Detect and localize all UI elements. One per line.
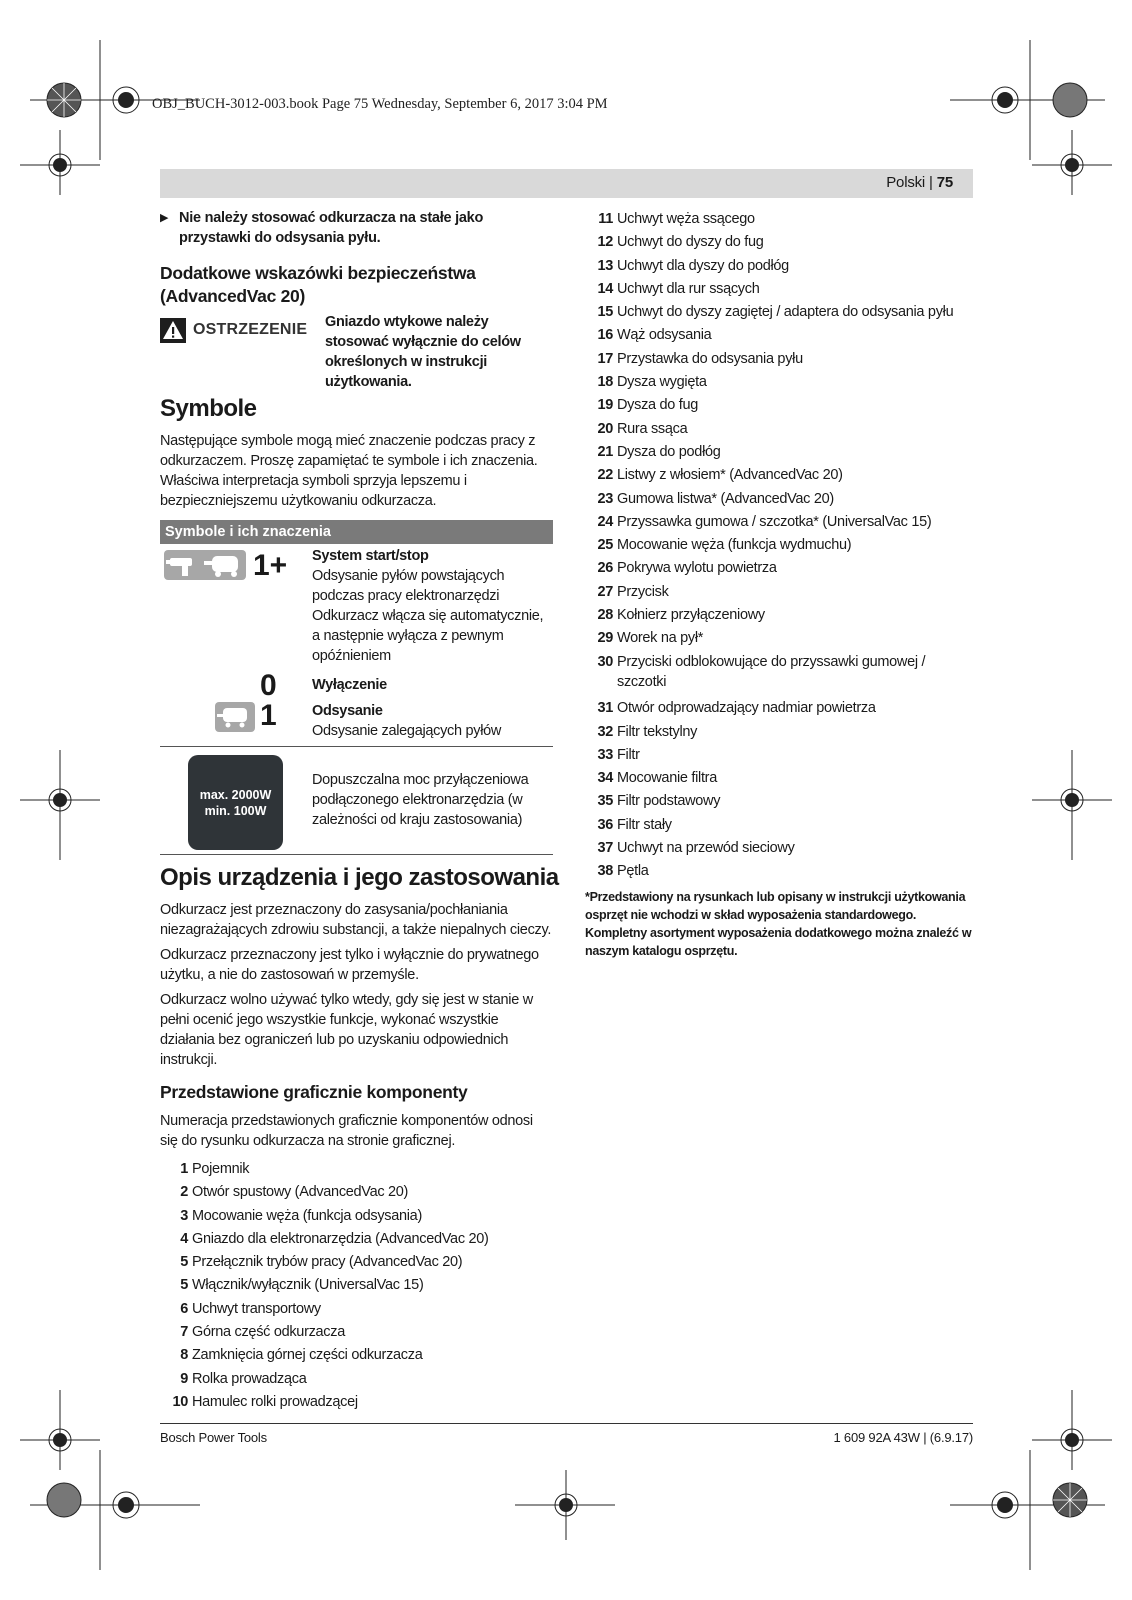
item-label: Uchwyt dla rur ssących xyxy=(617,280,760,297)
symbol-row-start-stop xyxy=(160,546,553,671)
components-heading: Przedstawione graficznie komponenty xyxy=(160,1082,468,1102)
symbols-intro: Następujące symbole mogą mieć znaczenie podczas pracy z odkurzaczem. Proszę zapamiętać te symbole i ich znaczenia. Właściwa interpretacja symboli sprzyja lepszemu i bezpieczniejszemu użytkowaniu odkurzacza. xyxy=(160,433,538,509)
description-p1: Odkurzacz jest przeznaczony do zasysania/pochłaniania niezagrażających zdrowiu substancji, a także niepalnych cieczy. xyxy=(160,902,552,938)
list-item xyxy=(585,628,980,651)
symbols-title: Symbole xyxy=(160,395,257,422)
table-bottom-rule xyxy=(160,854,553,855)
item-number: 26 xyxy=(597,560,613,577)
item-label: Otwór spustowy (AdvancedVac 20) xyxy=(192,1184,409,1201)
list-item xyxy=(160,1182,555,1205)
symbol-suction-desc xyxy=(312,701,552,741)
item-number: 13 xyxy=(597,257,613,274)
item-number: 19 xyxy=(597,397,613,414)
item-label: Górna część odkurzacza xyxy=(192,1324,345,1341)
item-label: Przyciski odblokowujące do przyssawki gumowej / xyxy=(617,653,926,670)
item-number: 8 xyxy=(180,1347,188,1364)
item-label: Pokrywa wylotu powietrza xyxy=(617,560,777,577)
components-list-left xyxy=(160,1159,555,1415)
list-item xyxy=(585,279,980,302)
power-max: max. 2000W xyxy=(199,787,272,802)
list-item xyxy=(585,652,980,699)
item-label: Uchwyt do dyszy do fug xyxy=(617,234,764,251)
footnote: *Przedstawiony na rysunkach lub opisany w instrukcji użytkowania osprzęt nie wchodzi w skład wyposażenia standardowego. Kompletny asortyment wyposażenia dodatkowego można znaleźć w naszym katalogu osprzętu. xyxy=(585,890,972,958)
item-number: 17 xyxy=(597,350,613,367)
item-number: 20 xyxy=(597,420,613,437)
item-number: 35 xyxy=(597,793,613,810)
item-label: Gniazdo dla elektronarzędzia (AdvancedVac 20) xyxy=(192,1230,489,1247)
components-list-right xyxy=(585,209,980,885)
bullet-item xyxy=(160,208,555,248)
list-item xyxy=(585,489,980,512)
symbol-start-stop-text: Odsysanie pyłów powstających podczas pracy elektronarzędzi Odkurzacz włącza się automatycznie, a następnie wyłącza z pewnym opóźnieniem xyxy=(312,568,544,664)
item-label: Rura ssąca xyxy=(617,420,688,437)
list-item xyxy=(585,256,980,279)
list-item xyxy=(585,442,980,465)
description-p2: Odkurzacz przeznaczony jest tylko i wyłącznie do prywatnego użytku, a nie do zastosowań w przemyśle. xyxy=(160,947,539,983)
item-number: 30 xyxy=(597,653,613,670)
item-number: 34 xyxy=(597,770,613,787)
item-label: Mocowanie filtra xyxy=(617,770,717,787)
item-number: 24 xyxy=(597,513,613,530)
list-item xyxy=(160,1229,555,1252)
vacuum-icon xyxy=(215,702,255,732)
symbol-row-power xyxy=(160,747,553,852)
list-item xyxy=(585,395,980,418)
item-number: 4 xyxy=(180,1230,188,1247)
list-item xyxy=(585,698,980,721)
warning-text: Gniazdo wtykowe należy stosować wyłącznie do celów określonych w instrukcji użytkowania. xyxy=(325,314,521,390)
symbol-start-stop-desc xyxy=(312,546,552,666)
power-rating-badge xyxy=(188,755,283,850)
item-number: 31 xyxy=(597,700,613,717)
item-number: 23 xyxy=(597,490,613,507)
warning-label: OSTRZEZENIE xyxy=(193,321,308,338)
symbol-start-stop-title: System start/stop xyxy=(312,548,429,564)
components-intro: Numeracja przedstawionych graficznie komponentów odnosi się do rysunku odkurzacza na stronie graficznej. xyxy=(160,1113,533,1149)
item-number: 36 xyxy=(597,816,613,833)
header-separator: | xyxy=(929,174,933,191)
list-item xyxy=(585,325,980,348)
list-item xyxy=(160,1206,555,1229)
item-label-cont: szczotki xyxy=(617,673,667,690)
item-number: 22 xyxy=(597,467,613,484)
item-label: Filtr stały xyxy=(617,816,672,833)
item-label: Pojemnik xyxy=(192,1161,250,1177)
item-number: 7 xyxy=(180,1324,188,1341)
item-label: Otwór odprowadzający nadmiar powietrza xyxy=(617,700,876,717)
item-number: 10 xyxy=(172,1393,188,1410)
list-item xyxy=(585,349,980,372)
item-number: 12 xyxy=(597,234,613,251)
item-number: 16 xyxy=(597,327,613,344)
list-item xyxy=(585,512,980,535)
item-label: Dysza do fug xyxy=(617,397,699,414)
symbol-0: 0 xyxy=(260,669,277,702)
item-number: 28 xyxy=(597,607,613,624)
symbol-row-suction xyxy=(160,699,553,739)
header-language: Polski xyxy=(886,174,926,191)
item-number: 5 xyxy=(180,1277,188,1294)
item-label: Gumowa listwa* (AdvancedVac 20) xyxy=(617,490,834,507)
item-label: Filtr xyxy=(617,746,640,763)
item-label: Dysza wygięta xyxy=(617,374,707,391)
list-item xyxy=(160,1275,555,1298)
list-item xyxy=(585,302,980,325)
list-item xyxy=(585,722,980,745)
item-label: Uchwyt węża ssącego xyxy=(617,211,755,227)
book-header: OBJ_BUCH-3012-003.book Page 75 Wednesday, September 6, 2017 3:04 PM xyxy=(152,96,608,112)
list-item xyxy=(585,535,980,558)
list-item xyxy=(160,1252,555,1275)
item-number: 33 xyxy=(597,746,613,763)
item-number: 1 xyxy=(180,1161,188,1177)
list-item xyxy=(160,1299,555,1322)
page-header-bar xyxy=(160,169,973,198)
item-number: 6 xyxy=(180,1300,188,1317)
list-item xyxy=(160,1159,555,1182)
list-item xyxy=(585,768,980,791)
item-label: Zamknięcia górnej części odkurzacza xyxy=(192,1347,423,1364)
list-item xyxy=(585,232,980,255)
description-p3: Odkurzacz wolno używać tylko wtedy, gdy się jest w stanie w pełni ocenić jego wszystkie funkcje, wykonać wszystkie działania bez ograniczeń lub po uzyskaniu odpowiednich instrukcji. xyxy=(160,992,533,1068)
item-number: 3 xyxy=(180,1207,188,1224)
item-number: 2 xyxy=(180,1184,188,1201)
list-item xyxy=(160,1369,555,1392)
item-number: 25 xyxy=(597,537,613,554)
item-label: Kołnierz przyłączeniowy xyxy=(617,607,765,624)
symbol-suction-title: Odsysanie xyxy=(312,703,383,719)
list-item xyxy=(160,1322,555,1345)
item-label: Hamulec rolki prowadzącej xyxy=(192,1393,358,1410)
bullet-text: Nie należy stosować odkurzacza na stałe jako przystawki do odsysania pyłu. xyxy=(179,210,484,246)
item-label: Uchwyt dla dyszy do podłóg xyxy=(617,257,789,274)
symbols-table-header: Symbole i ich znaczenia xyxy=(160,520,553,544)
item-label: Przystawka do odsysania pyłu xyxy=(617,350,803,367)
item-label: Przyssawka gumowa / szczotka* (UniversalVac 15) xyxy=(617,513,932,530)
power-min: min. 100W xyxy=(204,803,267,818)
power-tool-vacuum-icon xyxy=(164,550,246,580)
list-item xyxy=(160,1345,555,1368)
symbol-suction-text: Odsysanie zalegających pyłów xyxy=(312,723,502,739)
warning-triangle-icon xyxy=(160,318,186,343)
item-label: Przycisk xyxy=(617,583,669,600)
item-label: Mocowanie węża (funkcja wydmuchu) xyxy=(617,537,852,554)
list-item xyxy=(585,791,980,814)
bullet-triangle-icon: ▶ xyxy=(160,212,169,224)
item-number: 29 xyxy=(597,630,613,647)
list-item xyxy=(585,372,980,395)
list-item xyxy=(585,815,980,838)
list-item xyxy=(585,582,980,605)
footer-left: Bosch Power Tools xyxy=(160,1430,267,1445)
list-item xyxy=(160,1392,555,1415)
item-number: 27 xyxy=(597,583,613,600)
page-header-text xyxy=(886,174,953,191)
power-text: Dopuszczalna moc przyłączeniowa podłączonego elektronarzędzia (w zależności od kraju zastosowania) xyxy=(312,772,529,828)
item-number: 11 xyxy=(598,211,613,227)
list-item xyxy=(585,861,980,884)
item-label: Rolka prowadząca xyxy=(192,1370,307,1387)
item-label: Listwy z włosiem* (AdvancedVac 20) xyxy=(617,467,843,484)
item-label: Mocowanie węża (funkcja odsysania) xyxy=(192,1207,422,1224)
item-label: Filtr podstawowy xyxy=(617,793,721,810)
list-item xyxy=(585,838,980,861)
item-number: 15 xyxy=(597,304,613,321)
list-item xyxy=(585,465,980,488)
item-number: 37 xyxy=(597,840,613,857)
symbol-1: 1 xyxy=(260,699,277,732)
list-item xyxy=(585,419,980,442)
description-title: Opis urządzenia i jego zastosowania xyxy=(160,864,559,891)
symbol-off-title: Wyłączenie xyxy=(312,677,387,693)
item-label: Filtr tekstylny xyxy=(617,723,698,740)
footer-rule xyxy=(160,1423,973,1424)
item-label: Pętla xyxy=(617,863,649,880)
item-label: Przełącznik trybów pracy (AdvancedVac 20) xyxy=(192,1254,463,1271)
item-number: 38 xyxy=(597,863,613,880)
item-number: 9 xyxy=(180,1370,188,1387)
item-number: 32 xyxy=(597,723,613,740)
symbol-row-off xyxy=(160,669,553,702)
footer-right: 1 609 92A 43W | (6.9.17) xyxy=(833,1430,973,1445)
item-label: Uchwyt na przewód sieciowy xyxy=(617,840,795,857)
symbol-1plus: 1+ xyxy=(253,549,288,582)
list-item xyxy=(585,745,980,768)
item-number: 18 xyxy=(597,374,613,391)
item-label: Uchwyt transportowy xyxy=(192,1300,321,1317)
safety-heading: Dodatkowe wskazówki bezpieczeństwa (AdvancedVac 20) xyxy=(160,263,476,306)
list-item xyxy=(585,558,980,581)
item-label: Worek na pył* xyxy=(617,630,704,647)
item-label: Włącznik/wyłącznik (UniversalVac 15) xyxy=(192,1277,424,1294)
list-item xyxy=(585,605,980,628)
item-label: Dysza do podłóg xyxy=(617,443,721,460)
item-label: Wąż odsysania xyxy=(617,327,712,344)
item-number: 5 xyxy=(180,1254,188,1271)
item-label: Uchwyt do dyszy zagiętej / adaptera do odsysania pyłu xyxy=(617,304,954,321)
warning-signal xyxy=(160,318,315,343)
item-number: 21 xyxy=(597,443,613,460)
list-item xyxy=(585,209,980,232)
page-number: 75 xyxy=(936,174,953,191)
item-number: 14 xyxy=(597,280,613,297)
